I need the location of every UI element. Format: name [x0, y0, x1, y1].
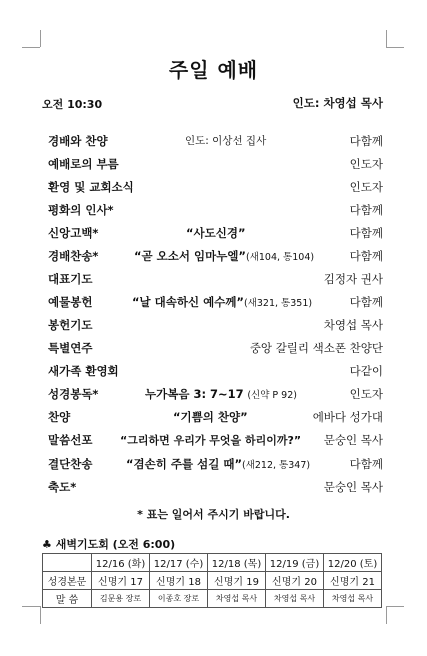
table-cell: 차영섭 목사	[208, 590, 266, 608]
table-cell: 차영섭 목사	[266, 590, 324, 608]
hymn-number: (새212, 통347)	[242, 460, 311, 471]
table-row	[43, 572, 382, 590]
order-person: 문숭인 목사	[323, 480, 383, 494]
margin-corner-mark	[386, 47, 404, 48]
order-person: 인도자	[349, 180, 383, 194]
order-person: 에바다 성가대	[312, 410, 383, 424]
order-label: 축도*	[48, 480, 77, 494]
order-row	[48, 248, 383, 266]
table-cell: 신명기 17	[92, 572, 150, 590]
order-person: 인도자	[349, 157, 383, 171]
order-row	[48, 271, 383, 289]
table-cell: 차영섭 목사	[324, 590, 382, 608]
table-cell	[43, 554, 92, 572]
table-cell: 12/19 (금)	[266, 554, 324, 572]
table-cell: 말 씀	[43, 590, 92, 608]
order-detail	[132, 294, 312, 310]
margin-corner-mark	[386, 606, 387, 624]
order-label: 봉헌기도	[48, 318, 93, 332]
order-person: 다함께	[349, 249, 383, 263]
order-label: 말씀선포	[48, 433, 93, 447]
order-row	[48, 432, 383, 450]
margin-corner-mark	[386, 30, 387, 47]
margin-corner-mark	[40, 606, 41, 624]
order-label: 성경봉독*	[48, 387, 99, 401]
hymn-number: (새104, 통104)	[246, 252, 315, 263]
table-cell: 신명기 21	[324, 572, 382, 590]
order-label: 경배와 찬양	[48, 134, 108, 148]
table-cell: 12/17 (수)	[150, 554, 208, 572]
table-cell: 신명기 18	[150, 572, 208, 590]
order-label: 예물봉헌	[48, 295, 93, 309]
order-row	[48, 363, 383, 381]
order-row	[48, 479, 383, 497]
hymn-title: “곧 오소서 임마누엘”	[134, 249, 246, 263]
order-person: 차영섭 목사	[323, 318, 383, 332]
order-label: 특별연주	[48, 341, 93, 355]
hymn-title: “겸손히 주를 섬길 때”	[126, 457, 242, 471]
dawn-prayer-title: ♣ 새벽기도회 (오전 6:00)	[42, 538, 176, 551]
order-label: 찬양	[48, 410, 71, 424]
table-cell: 김문용 장로	[92, 590, 150, 608]
order-label: 신앙고백*	[48, 226, 99, 240]
hymn-number: (새321, 통351)	[244, 298, 313, 309]
order-row	[48, 156, 383, 174]
order-detail: “사도신경”	[186, 226, 246, 240]
order-row	[48, 202, 383, 220]
order-person: 인도자	[349, 387, 383, 401]
scripture-page: (신약 P 92)	[247, 390, 297, 401]
table-cell: 이종호 장로	[150, 590, 208, 608]
table-cell: 12/20 (토)	[324, 554, 382, 572]
order-detail	[145, 386, 297, 402]
order-detail	[126, 456, 310, 472]
table-row	[43, 554, 382, 572]
order-person: 문숭인 목사	[323, 433, 383, 447]
table-row	[43, 590, 382, 608]
standing-notice: * 표는 일어서 주시기 바랍니다.	[137, 508, 290, 521]
table-cell: 성경본문	[43, 572, 92, 590]
table-cell: 12/18 (목)	[208, 554, 266, 572]
order-row	[48, 340, 383, 358]
order-label: 환영 및 교회소식	[48, 180, 134, 194]
margin-corner-mark	[22, 47, 40, 48]
order-detail: “기쁨의 찬양”	[173, 410, 248, 424]
order-person: 중앙 갈릴리 색소폰 찬양단	[249, 341, 383, 355]
order-row	[48, 317, 383, 335]
order-person: 다함께	[349, 457, 383, 471]
order-row	[48, 294, 383, 312]
order-person: 다함께	[349, 226, 383, 240]
order-person: 다함께	[349, 203, 383, 217]
order-row	[48, 456, 383, 474]
order-detail: 인도: 이상선 집사	[185, 135, 267, 147]
service-leader: 인도: 차영섭 목사	[292, 96, 383, 110]
order-person: 다같이	[349, 364, 383, 378]
order-label: 결단찬송	[48, 457, 93, 471]
order-label: 대표기도	[48, 272, 93, 286]
table-cell: 신명기 19	[208, 572, 266, 590]
table-cell: 12/16 (화)	[92, 554, 150, 572]
order-row	[48, 386, 383, 404]
dawn-prayer-table	[42, 553, 382, 608]
order-detail	[134, 248, 314, 264]
service-time: 오전 10:30	[42, 98, 103, 111]
order-person: 다함께	[349, 295, 383, 309]
page-title: 주일 예배	[168, 58, 259, 82]
order-person: 다함께	[349, 134, 383, 148]
order-label: 새가족 환영회	[48, 364, 119, 378]
scripture-reference: 누가복음 3: 7~17	[145, 387, 244, 401]
margin-corner-mark	[40, 30, 41, 47]
order-row	[48, 179, 383, 197]
order-label: 경배찬송*	[48, 249, 99, 263]
order-row	[48, 225, 383, 243]
order-label: 예배로의 부름	[48, 157, 119, 171]
order-detail: “그리하면 우리가 무엇을 하리이까?”	[120, 434, 302, 447]
order-row	[48, 409, 383, 427]
table-cell: 신명기 20	[266, 572, 324, 590]
order-row	[48, 133, 383, 151]
margin-corner-mark	[22, 606, 40, 607]
hymn-title: “날 대속하신 예수께”	[132, 295, 244, 309]
margin-corner-mark	[386, 606, 404, 607]
order-person: 김정자 권사	[323, 272, 383, 286]
order-label: 평화의 인사*	[48, 203, 114, 217]
